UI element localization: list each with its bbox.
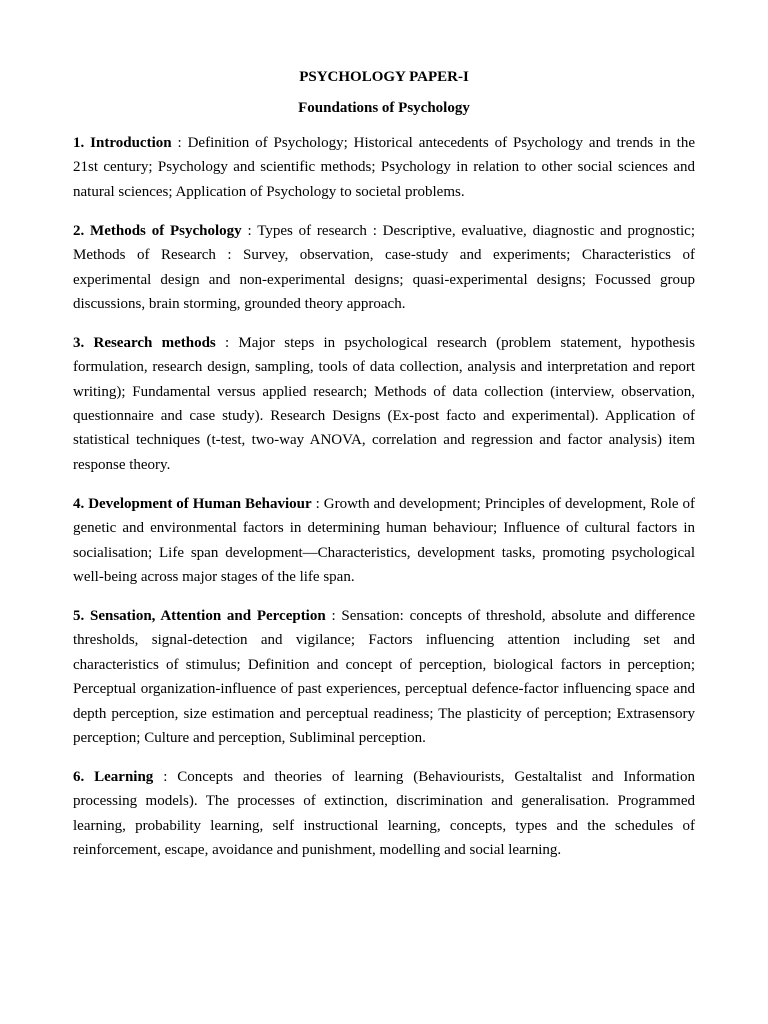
- section-research-methods: [73, 331, 695, 477]
- section-heading: 1. Introduction: [73, 135, 172, 151]
- document-page: [73, 66, 695, 862]
- document-subtitle: Foundations of Psychology: [298, 100, 470, 116]
- section-text: : Definition of Psychology; Historical antecedents of Psychology and trends in the 21st century; Psychology and scientific methods; Psychology in relation to other social sciences and natural sciences; Application of Psychology to societal problems.: [73, 135, 695, 200]
- section-text: : Types of research : Descriptive, evaluative, diagnostic and prognostic; Methods of Research : Survey, observation, case-study and experiments; Characteristics of experimental design and non-experimental designs; quasi-experimental designs; Focussed group discussions, brain storming, grounded theory approach.: [73, 222, 695, 312]
- section-development-of-human-behaviour: [73, 492, 695, 590]
- section-text: : Sensation: concepts of threshold, absolute and difference thresholds, signal-detection and vigilance; Factors influencing attention including set and characteristics of stimulus; Definition and concept of perception, biological factors in perception; Perceptual organization-influence of past experiences, perceptual defence-factor influencing space and depth perception, size estimation and perceptual readiness; The plasticity of perception; Extrasensory perception; Culture and perception, Subliminal perception.: [73, 607, 695, 746]
- section-heading: 5. Sensation, Attention and Perception: [73, 607, 326, 624]
- section-learning: [73, 765, 695, 863]
- section-methods-of-psychology: [73, 219, 695, 317]
- section-text: : Major steps in psychological research (problem statement, hypothesis formulation, research design, sampling, tools of data collection, analysis and interpretation and report writing); Fundamental versus applied research; Methods of data collection (interview, observation, questionnaire and case study). Research Designs (Ex-post facto and experimental). Application of statistical techniques (t-test, two-way ANOVA, correlation and regression and factor analysis) item response theory.: [73, 334, 695, 473]
- section-heading: 6. Learning: [73, 768, 154, 785]
- section-heading: 4. Development of Human Behaviour: [73, 495, 312, 512]
- document-title: PSYCHOLOGY PAPER-I: [299, 69, 469, 85]
- section-sensation-attention-perception: [73, 604, 695, 750]
- section-heading: 3. Research methods: [73, 334, 216, 351]
- section-text: : Growth and development; Principles of development, Role of genetic and environmental factors in determining human behaviour; Influence of cultural factors in socialisation; Life span development—Characteristics, development tasks, promoting psychological well-being across major stages of the life span.: [73, 495, 695, 585]
- section-introduction: [73, 131, 695, 204]
- section-heading: 2. Methods of Psychology: [73, 222, 242, 239]
- section-text: : Concepts and theories of learning (Behaviourists, Gestaltalist and Information processing models). The processes of extinction, discrimination and generalisation. Programmed learning, probability learning, self instructional learning, concepts, types and the schedules of reinforcement, escape, avoidance and punishment, modelling and social learning.: [73, 768, 695, 859]
